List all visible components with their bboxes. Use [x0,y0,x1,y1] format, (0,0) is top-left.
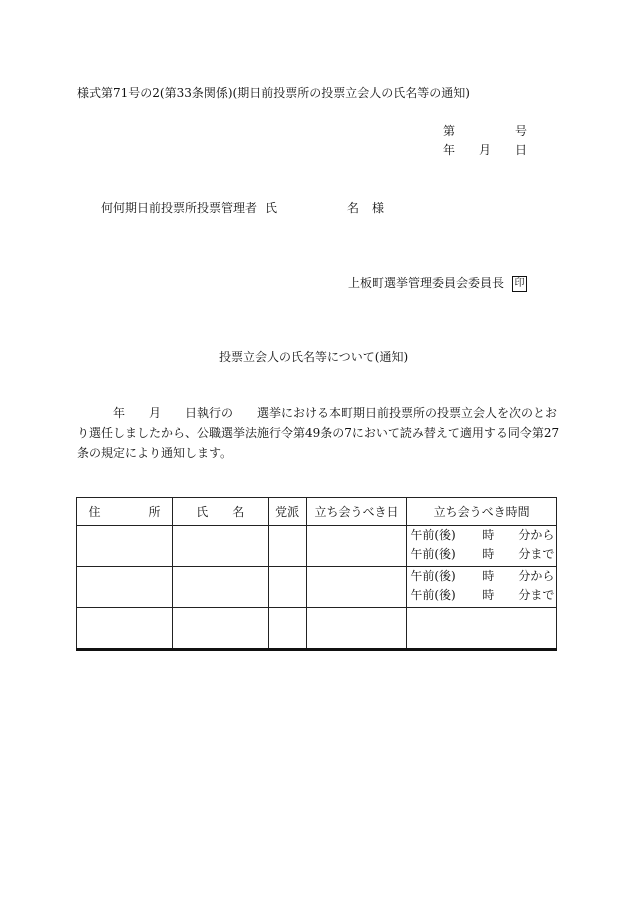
document-number [443,122,528,139]
table-row [77,567,557,608]
table-row [77,526,557,567]
cell-name[interactable] [172,526,268,567]
addressee [101,199,385,216]
body-text [77,403,560,463]
cell-date[interactable] [306,608,407,650]
body-line3: 条の規定により通知します。 [77,446,233,460]
addressee-shi: 氏 [265,201,278,215]
cell-name[interactable] [172,567,268,608]
date-day-label: 日 [515,143,528,157]
doc-number-suffix: 号 [515,124,528,138]
addressee-sama: 様 [372,201,385,215]
ampm-label: 午前(後) [410,547,456,561]
doc-number-prefix: 第 [443,124,456,138]
cell-address[interactable] [77,526,173,567]
hour-label: 時 [482,528,495,542]
time-from-line [407,567,556,586]
hour-label: 時 [482,569,495,583]
date-year-label: 年 [443,143,456,157]
cell-date[interactable] [306,526,407,567]
header-name: 氏 名 [172,498,268,526]
sender-name: 上板町選挙管理委員会委員長 [348,276,505,290]
body-day: 日執行の [185,406,234,420]
seal-mark: 印 [512,276,527,292]
time-to-line [407,586,556,605]
form-title: 様式第71号の2(第33条関係)(期日前投票所の投票立会人の氏名等の通知) [77,86,470,100]
cell-time[interactable] [407,567,557,608]
cell-party[interactable] [268,526,306,567]
hour-label: 時 [482,547,495,561]
date-month-label: 月 [479,143,492,157]
header-time: 立ち会うべき時間 [407,498,557,526]
addressee-role: 何何期日前投票所投票管理者 [101,201,258,215]
header-address: 住 所 [77,498,173,526]
header-party: 党派 [268,498,306,526]
cell-name[interactable] [172,608,268,650]
cell-party[interactable] [268,567,306,608]
header-date: 立ち会うべき日 [306,498,407,526]
cell-address[interactable] [77,608,173,650]
ampm-label: 午前(後) [410,569,456,583]
subject-heading: 投票立会人の氏名等について(通知) [219,350,409,364]
from-label: 分から [518,528,555,542]
ampm-label: 午前(後) [410,588,456,602]
to-label: 分まで [518,547,555,561]
cell-time[interactable] [407,526,557,567]
ampm-label: 午前(後) [410,528,456,542]
body-month: 月 [149,406,162,420]
sender [348,274,527,292]
table-header-row [77,498,557,526]
addressee-mei: 名 [347,201,360,215]
table-row [77,608,557,650]
hour-label: 時 [482,588,495,602]
body-line1: 選挙における本町期日前投票所の投票立会人を次のとお [257,406,558,420]
to-label: 分まで [518,588,555,602]
document-date [443,141,528,158]
body-line2: り選任しましたから、公職選挙法施行令第49条の7において読み替えて適用する同令第27 [77,426,560,440]
time-to-line [407,545,556,564]
body-year: 年 [113,406,126,420]
cell-party[interactable] [268,608,306,650]
witness-table [76,497,557,651]
cell-address[interactable] [77,567,173,608]
time-from-line [407,526,556,545]
from-label: 分から [518,569,555,583]
cell-time[interactable] [407,608,557,650]
cell-date[interactable] [306,567,407,608]
